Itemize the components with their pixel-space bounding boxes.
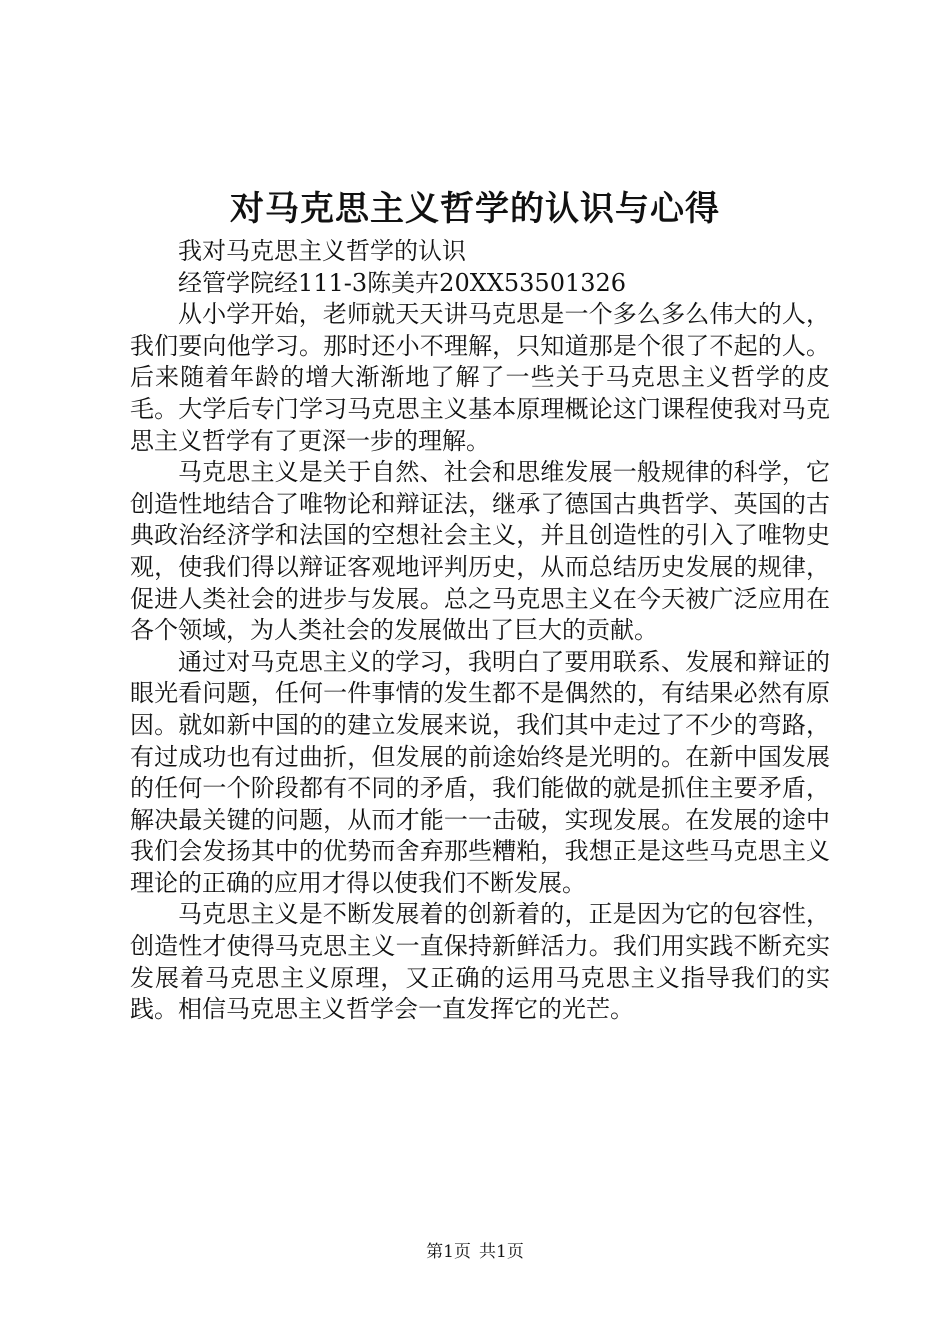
- author-line: 经管学院经111-3陈美卉20XX53501326: [178, 268, 627, 297]
- body-paragraph: 从小学开始，老师就天天讲马克思是一个多么多么伟大的人，我们要向他学习。那时还小不理解，只知道那是个很了不起的人。后来随着年龄的增大渐渐地了解了一些关于马克思主义哲学的皮毛。大学后专门学习马克思主义基本原理概论这门课程使我对马克思主义哲学有了更深一步的理解。: [130, 300, 830, 455]
- page-number-total: 共1页: [479, 1242, 524, 1262]
- body-paragraph: 通过对马克思主义的学习，我明白了要用联系、发展和辩证的眼光看问题，任何一件事情的发生都不是偶然的，有结果必然有原因。就如新中国的的建立发展来说，我们其中走过了不少的弯路，有过成功也有过曲折，但发展的前途始终是光明的。在新中国发展的任何一个阶段都有不同的矛盾，我们能做的就是抓住主要矛盾，解决最关键的问题，从而才能一一击破，实现发展。在发展的途中我们会发扬其中的优势而舍弃那些糟粕，我想正是这些马克思主义理论的正确的应用才得以使我们不断发展。: [130, 647, 830, 897]
- page-footer: [0, 1240, 950, 1264]
- page-number-current: 第1页: [426, 1242, 471, 1262]
- body-paragraph: 马克思主义是不断发展着的创新着的，正是因为它的包容性，创造性才使得马克思主义一直保持新鲜活力。我们用实践不断充实发展着马克思主义原理，又正确的运用马克思主义指导我们的实践。相信马克思主义哲学会一直发挥它的光芒。: [130, 900, 830, 1024]
- subtitle-paragraph: 我对马克思主义哲学的认识: [178, 237, 466, 265]
- body-paragraph: 马克思主义是关于自然、社会和思维发展一般规律的科学，它创造性地结合了唯物论和辩证法，继承了德国古典哲学、英国的古典政治经济学和法国的空想社会主义，并且创造性的引入了唯物史观，使我们得以辩证客观地评判历史，从而总结历史发展的规律，促进人类社会的进步与发展。总之马克思主义在今天被广泛应用在各个领域，为人类社会的发展做出了巨大的贡献。: [130, 458, 830, 645]
- document-body: [130, 236, 830, 1026]
- document-title: 对马克思主义哲学的认识与心得: [230, 189, 720, 229]
